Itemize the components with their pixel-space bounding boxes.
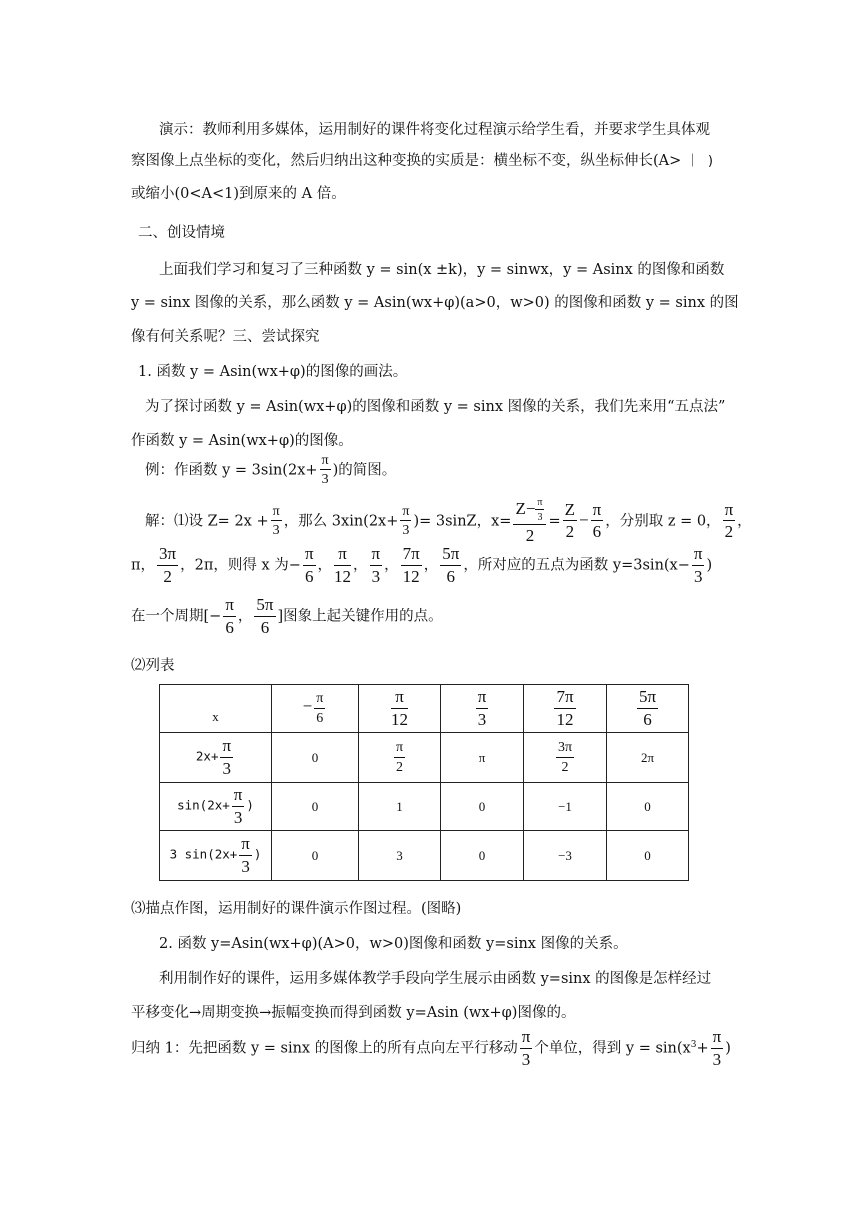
table-cell: −3 <box>524 831 607 881</box>
fraction-z-minus-pi-over-3: Z− $\frac{\pi}{3}$ 2 <box>513 497 546 546</box>
fraction: $\frac{\pi}{2}$ <box>395 740 404 775</box>
example-line <box>145 453 396 488</box>
solution-text: ) <box>706 557 713 574</box>
table-cell: 0 <box>272 783 359 831</box>
fraction: $\frac{\pi}{12}$ <box>334 544 352 586</box>
fraction: $\frac{3\pi}{2}$ <box>159 544 177 586</box>
context-line-3: 像有何关系呢？三、尝试探究 <box>131 329 320 345</box>
induction-text: + <box>696 1040 709 1057</box>
table-cell: π <box>441 733 524 783</box>
table-cell: 0 <box>441 783 524 831</box>
table-cell: 0 <box>607 783 689 831</box>
fraction: $\frac{5\pi}{6}$ <box>638 686 657 729</box>
example-text-a: 例：作函数 y = 3sin(2x+ <box>145 462 318 479</box>
list-label: ⑵列表 <box>131 658 175 674</box>
induction-text: 个单位，得到 y = sin(x <box>534 1040 691 1057</box>
demo-line-2-tail: ｜ ) <box>685 154 715 169</box>
item-2-heading: 2. 函数 y=Asin(wx+φ)(A>0，w>0)图像和函数 y=sinx 图像的关系。 <box>159 936 628 952</box>
table-cell <box>359 733 441 783</box>
fraction: $\frac{Z}{2}$ <box>564 499 576 542</box>
solution-text: ， <box>384 557 399 574</box>
table-cell: − $\frac{\pi}{6}$ <box>272 685 359 733</box>
solution-text: 在一个周期[− <box>131 608 222 625</box>
superscript: 3 <box>690 1039 697 1050</box>
fraction: $\frac{\pi}{3}$ <box>402 503 410 539</box>
table-cell: 0 <box>272 733 359 783</box>
table-cell: 0 <box>441 831 524 881</box>
table-cell: x <box>160 685 272 733</box>
explore-line-1: 为了探讨函数 y = Asin(wx+φ)的图像和函数 y = sinx 图像的关系，我们先来用“五点法” <box>145 399 726 415</box>
example-text-b: )的简图。 <box>332 462 397 479</box>
context-line-2: y = sinx 图像的关系，那么函数 y = Asin(wx+φ)(a>0，w>0) 的图像和函数 y = sinx 的图 <box>131 295 739 311</box>
fraction: $\frac{5\pi}{6}$ <box>256 595 274 637</box>
solution-line-2 <box>131 545 712 586</box>
transform-line-1: 利用制作好的课件，运用多媒体教学手段向学生展示由函数 y=sinx 的图像是怎样经过 <box>159 971 712 987</box>
table-cell <box>359 685 441 733</box>
fraction: $\frac{\pi}{2}$ <box>724 499 734 542</box>
table-cell: 2x+ $\frac{\pi}{3}$ <box>160 733 272 783</box>
induction-text: ) <box>725 1040 731 1057</box>
demo-line-3: 或缩小(0<A<1)到原来的 A 倍。 <box>131 186 346 202</box>
table-cell: 0 <box>607 831 689 881</box>
solution-text: = <box>548 513 561 530</box>
table-cell <box>524 685 607 733</box>
solution-text: ， <box>237 608 253 625</box>
table-cell: 0 <box>272 831 359 881</box>
fraction: $\frac{\pi}{3}$ <box>712 1027 722 1069</box>
solution-text: ，所对应的五点为函数 y=3sin(x− <box>463 557 690 574</box>
table-row <box>160 831 689 881</box>
demo-line-2-text: 察图像上点坐标的变化，然后归纳出这种变换的实质是：横坐标不变，纵坐标伸长(A> <box>131 153 682 169</box>
fraction: $\frac{\pi}{3}$ <box>272 503 280 539</box>
demo-line-1: 演示：教师利用多媒体，运用制好的课件将变化过程演示给学生看，并要求学生具体观 <box>159 122 710 138</box>
context-line-1: 上面我们学习和复习了三种函数 y = sin(x ±k)，y = sinwx，y = Asinx 的图像和函数 <box>159 262 725 278</box>
induction-text: 归纳 1：先把函数 y = sinx 的图像上的所有点向左平行移动 <box>131 1040 518 1057</box>
fraction: $\frac{\pi}{3}$ <box>477 686 487 729</box>
explore-line-2: 作函数 y = Asin(wx+φ)的图像。 <box>131 433 353 449</box>
table-cell: 3 <box>359 831 441 881</box>
induction-line <box>131 1028 731 1069</box>
demo-line-2 <box>131 154 715 169</box>
fraction: $\frac{3\pi}{2}$ <box>557 740 573 775</box>
transform-line-2: 平移变化→周期变换→振幅变换而得到函数 y=Asin (wx+φ)图像的。 <box>131 1005 576 1021</box>
fraction: $\frac{\pi}{6}$ <box>592 499 602 542</box>
fraction: $\frac{\pi}{12}$ <box>391 686 408 729</box>
fraction: $\frac{7\pi}{12}$ <box>556 686 574 729</box>
solution-text: ，那么 3xin(2x+ <box>283 513 399 530</box>
fraction: $\frac{\pi}{3}$ <box>693 544 703 586</box>
solution-line-3 <box>131 596 443 637</box>
solution-text: ，分别取 z = 0， <box>605 513 721 530</box>
table-cell: 3 sin(2x+ $\frac{\pi}{3}$ ) <box>160 831 272 881</box>
solution-text: ， <box>423 557 439 574</box>
fraction: $\frac{\pi}{3}$ <box>371 544 381 586</box>
section-heading-2: 二、创设情境 <box>138 225 225 241</box>
fraction: $\frac{7\pi}{12}$ <box>402 544 420 586</box>
solution-text: ，2π，则得 x 为− <box>180 557 301 574</box>
table-cell: 2π <box>607 733 689 783</box>
fraction: $\frac{5\pi}{6}$ <box>442 544 460 586</box>
table-row <box>160 733 689 783</box>
fraction: $\frac{\pi}{3}$ <box>222 735 232 778</box>
fraction: $\frac{\pi}{6}$ <box>225 595 234 637</box>
plot-label: ⑶描点作图，运用制好的课件演示作图过程。(图略) <box>131 901 462 917</box>
table-cell: −1 <box>524 783 607 831</box>
table-row <box>160 685 689 733</box>
minus-sign: − <box>579 510 589 530</box>
item-1-heading: 1. 函数 y = Asin(wx+φ)的图像的画法。 <box>138 364 408 380</box>
fraction: $\frac{\pi}{3}$ <box>233 784 243 827</box>
solution-text: )= 3sinZ，x= <box>413 513 512 530</box>
fraction: $\frac{\pi}{3}$ <box>521 1027 531 1069</box>
table-cell <box>524 733 607 783</box>
solution-line-1 <box>145 497 752 546</box>
table-row <box>160 783 689 831</box>
table-cell <box>441 685 524 733</box>
fraction: $\frac{\pi}{3}$ <box>241 833 250 876</box>
fraction: $\frac{\pi}{6}$ <box>304 544 314 586</box>
solution-text: ， <box>317 557 333 574</box>
solution-text: ， <box>737 513 752 530</box>
solution-text: 解：⑴设 Z= 2x + <box>145 513 269 530</box>
solution-text: π， <box>131 557 156 574</box>
solution-text: ]图象上起关键作用的点。 <box>277 608 443 625</box>
value-table <box>159 684 689 881</box>
fraction: $\frac{\pi}{3}$ <box>321 453 329 488</box>
solution-text: ， <box>353 557 368 574</box>
table-cell: sin(2x+ $\frac{\pi}{3}$ ) <box>160 783 272 831</box>
table-cell <box>607 685 689 733</box>
table-cell: 1 <box>359 783 441 831</box>
fraction: $\frac{\pi}{6}$ <box>316 691 324 726</box>
